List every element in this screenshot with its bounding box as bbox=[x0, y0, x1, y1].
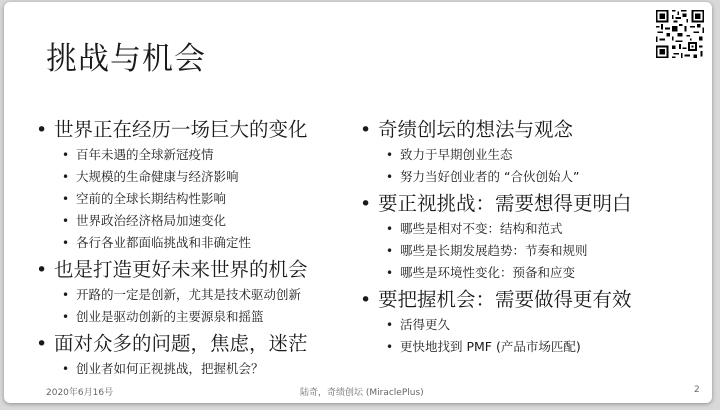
sub-bullet-text: 活得更久 bbox=[400, 317, 451, 332]
bullet-text: 面对众多的问题，焦虑，迷茫 bbox=[54, 332, 308, 355]
sub-bullet-text: 更快地找到 PMF (产品市场匹配) bbox=[400, 339, 581, 354]
slide-title: 挑战与机会 bbox=[46, 41, 206, 77]
sub-bullet-item bbox=[360, 218, 690, 240]
left-column bbox=[36, 114, 356, 380]
page-number: 2 bbox=[694, 385, 700, 395]
bullet-dot: • bbox=[36, 333, 48, 355]
sub-bullet-dot: • bbox=[62, 170, 70, 184]
footer-date: 2020年6月16号 bbox=[46, 388, 114, 398]
sub-bullet-text: 各行各业都面临挑战和非确定性 bbox=[76, 235, 252, 250]
sub-bullet-dot: • bbox=[62, 148, 70, 162]
sub-bullet-item bbox=[36, 306, 356, 328]
sub-bullet-text: 百年未遇的全球新冠疫情 bbox=[76, 147, 214, 162]
bullet-text: 奇绩创坛的想法与观念 bbox=[378, 118, 574, 141]
bullet-text: 也是打造更好未来世界的机会 bbox=[54, 258, 308, 281]
sub-bullet-text: 哪些是环境性变化：预备和应变 bbox=[400, 265, 576, 280]
sub-bullet-item bbox=[36, 232, 356, 254]
sub-bullet-dot: • bbox=[386, 266, 394, 280]
bullet-item bbox=[36, 116, 356, 144]
bullet-text: 要正视挑战：需要想得更明白 bbox=[378, 192, 632, 215]
bullet-item bbox=[36, 256, 356, 284]
sub-bullet-text: 大规模的生命健康与经济影响 bbox=[76, 169, 239, 184]
bullet-item bbox=[360, 116, 690, 144]
sub-bullet-dot: • bbox=[62, 362, 70, 376]
sub-bullet-dot: • bbox=[386, 318, 394, 332]
sub-bullet-item bbox=[36, 358, 356, 380]
right-column bbox=[360, 114, 690, 358]
sub-bullet-dot: • bbox=[62, 288, 70, 302]
bullet-dot: • bbox=[36, 119, 48, 141]
sub-bullet-text: 努力当好创业者的 “合伙创始人” bbox=[400, 169, 580, 184]
bullet-dot: • bbox=[360, 119, 372, 141]
sub-bullet-item bbox=[360, 240, 690, 262]
bullet-dot: • bbox=[360, 289, 372, 311]
bullet-text: 要把握机会：需要做得更有效 bbox=[378, 288, 632, 311]
bullet-dot: • bbox=[36, 259, 48, 281]
sub-bullet-text: 创业者如何正视挑战，把握机会？ bbox=[76, 361, 264, 376]
sub-bullet-item bbox=[360, 144, 690, 166]
sub-bullet-text: 开路的一定是创新，尤其是技术驱动创新 bbox=[76, 287, 302, 302]
sub-bullet-dot: • bbox=[386, 340, 394, 354]
bullet-text: 世界正在经历一场巨大的变化 bbox=[54, 118, 308, 141]
sub-bullet-dot: • bbox=[386, 244, 394, 258]
sub-bullet-text: 创业是驱动创新的主要源泉和摇篮 bbox=[76, 309, 264, 324]
bullet-item bbox=[360, 286, 690, 314]
sub-bullet-item bbox=[360, 262, 690, 284]
sub-bullet-item bbox=[36, 210, 356, 232]
sub-bullet-dot: • bbox=[62, 236, 70, 250]
sub-bullet-text: 空前的全球长期结构性影响 bbox=[76, 191, 227, 206]
sub-bullet-item bbox=[36, 188, 356, 210]
sub-bullet-item bbox=[36, 166, 356, 188]
sub-bullet-item bbox=[36, 284, 356, 306]
bullet-dot: • bbox=[360, 193, 372, 215]
sub-bullet-item bbox=[36, 144, 356, 166]
sub-bullet-item bbox=[360, 166, 690, 188]
sub-bullet-dot: • bbox=[386, 170, 394, 184]
sub-bullet-dot: • bbox=[386, 148, 394, 162]
sub-bullet-text: 致力于早期创业生态 bbox=[400, 147, 513, 162]
bullet-item bbox=[360, 190, 690, 218]
sub-bullet-item bbox=[360, 336, 690, 358]
sub-bullet-text: 哪些是长期发展趋势：节奏和规则 bbox=[400, 243, 588, 258]
sub-bullet-text: 哪些是相对不变：结构和范式 bbox=[400, 221, 563, 236]
slide bbox=[4, 2, 712, 403]
footer-author: 陆奇，奇绩创坛 (MiraclePlus) bbox=[300, 388, 424, 398]
sub-bullet-item bbox=[360, 314, 690, 336]
sub-bullet-dot: • bbox=[62, 192, 70, 206]
bullet-item bbox=[36, 330, 356, 358]
sub-bullet-dot: • bbox=[62, 310, 70, 324]
sub-bullet-text: 世界政治经济格局加速变化 bbox=[76, 213, 227, 228]
qr-code-icon bbox=[654, 8, 706, 60]
sub-bullet-dot: • bbox=[62, 214, 70, 228]
sub-bullet-dot: • bbox=[386, 222, 394, 236]
